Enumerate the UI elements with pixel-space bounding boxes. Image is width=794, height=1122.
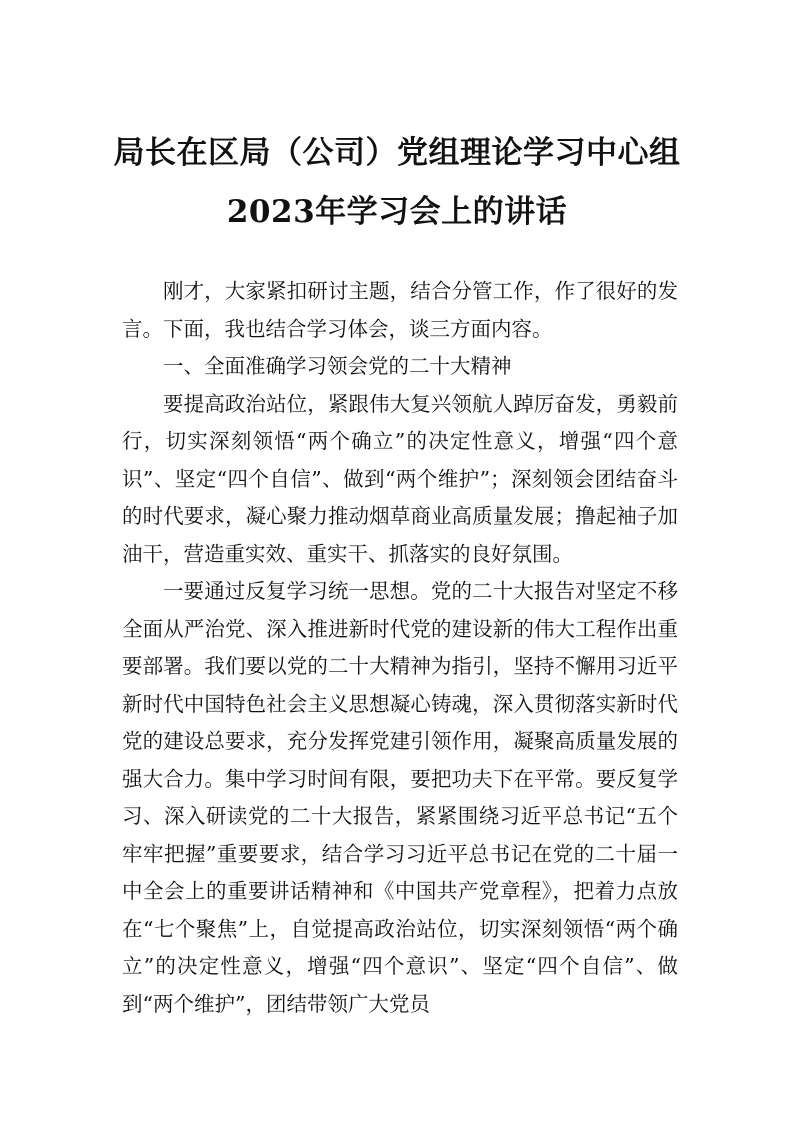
paragraph-political-stance: 要提高政治站位，紧跟伟大复兴领航人踔厉奋发，勇毅前行，切实深刻领悟“两个确立”的决定性意义，增强“四个意识”、坚定“四个自信”、做到“两个维护”；深刻领会团结奋斗的时代要求，凝心聚力推动烟草商业高质量发展；撸起袖子加油干，营造重实效、重实干、抓落实的良好氛围。 <box>122 391 678 566</box>
document-body <box>122 273 678 1023</box>
section-heading-1: 一、全面准确学习领会党的二十大精神 <box>163 354 512 378</box>
paragraph-intro: 刚才，大家紧扣研讨主题，结合分管工作，作了很好的发言。下面，我也结合学习体会，谈三方面内容。 <box>122 279 678 341</box>
document-title-line-2: 2023年学习会上的讲话 <box>226 194 568 230</box>
document-title-line-1: 局长在区局（公司）党组理论学习中心组 <box>113 135 681 171</box>
paragraph-unify-thinking: 一要通过反复学习统一思想。党的二十大报告对坚定不移全面从严治党、深入推进新时代党的建设新的伟大工程作出重要部署。我们要以党的二十大精神为指引，坚持不懈用习近平新时代中国特色社会主义思想凝心铸魂，深入贯彻落实新时代党的建设总要求，充分发挥党建引领作用，凝聚高质量发展的强大合力。集中学习时间有限，要把功夫下在平常。要反复学习、深入研读党的二十大报告，紧紧围绕习近平总书记“五个牢牢把握”重要要求，结合学习习近平总书记在党的二十届一中全会上的重要讲话精神和《中国共产党章程》，把着力点放在“七个聚焦”上，自觉提高政治站位，切实深刻领悟“两个确立”的决定性意义，增强“四个意识”、坚定“四个自信”、做到“两个维护”，团结带领广大党员 <box>122 579 678 1016</box>
